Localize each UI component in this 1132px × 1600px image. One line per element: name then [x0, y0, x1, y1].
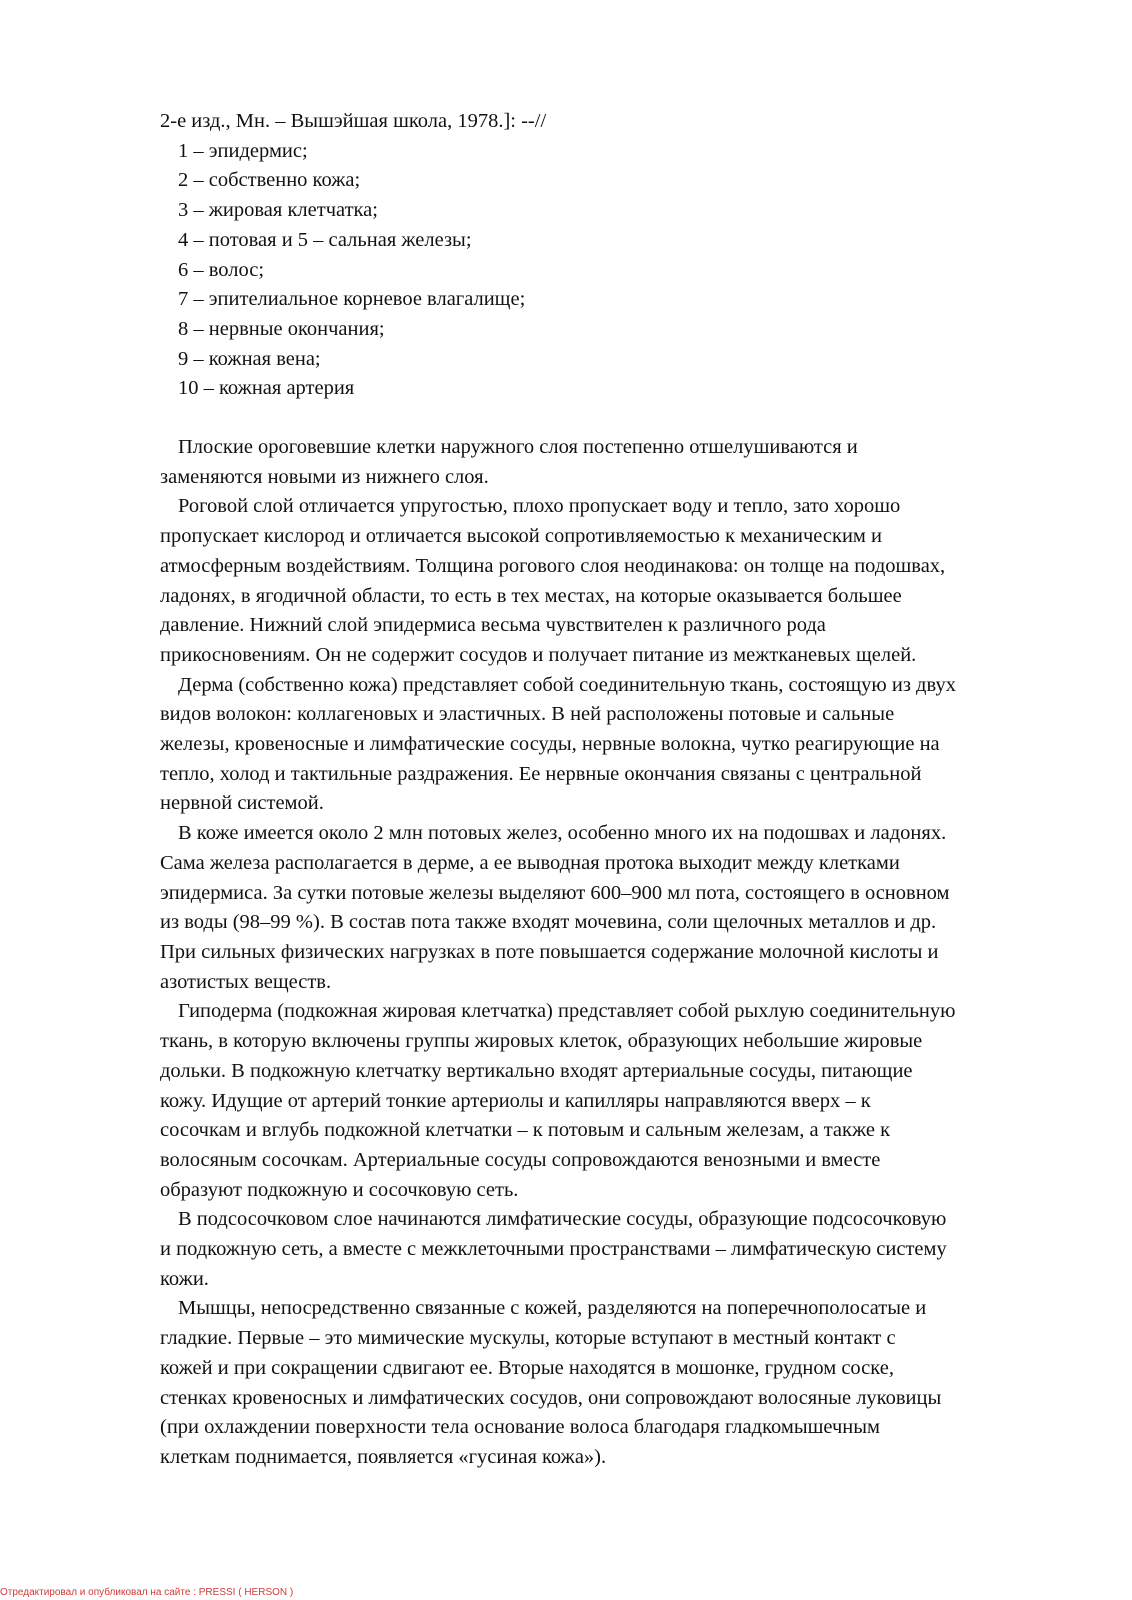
paragraph-line: стенках кровеносных и лимфатических сосудов, они сопровождают волосяные луковицы — [160, 1386, 942, 1409]
legend-item: 10 – кожная артерия — [178, 377, 355, 400]
legend-item: 1 – эпидермис; — [178, 139, 308, 162]
paragraph-line: дольки. В подкожную клетчатку вертикально входят артериальные сосуды, питающие — [160, 1059, 913, 1082]
paragraph-line: кожей и при сокращении сдвигают ее. Вторые находятся в мошонке, грудном соске, — [160, 1356, 894, 1379]
paragraph — [160, 1294, 1060, 1472]
paragraph-line: (при охлаждении поверхности тела основание волоса благодаря гладкомышечным — [160, 1416, 880, 1439]
paragraph-line: пропускает кислород и отличается высокой сопротивляемостью к механическим и — [160, 525, 883, 548]
paragraph-line: клеткам поднимается, появляется «гусиная кожа»). — [160, 1445, 607, 1468]
paragraph — [160, 433, 1060, 492]
paragraph-line: кожу. Идущие от артерий тонкие артериолы и капилляры направляются вверх – к — [160, 1089, 871, 1112]
paragraph-line: атмосферным воздействиям. Толщина рогового слоя неодинакова: он толще на подошвах, — [160, 554, 946, 577]
paragraph-line: Гиподерма (подкожная жировая клетчатка) представляет собой рыхлую соединительную — [178, 1000, 956, 1023]
paragraph-line: ткань, в которую включены группы жировых клеток, образующих небольшие жировые — [160, 1030, 923, 1053]
legend-item: 7 – эпителиальное корневое влагалище; — [178, 288, 526, 311]
legend-item: 4 – потовая и 5 – сальная железы; — [178, 228, 472, 251]
figure-legend — [160, 137, 1060, 404]
paragraph-line: железы, кровеносные и лимфатические сосуды, нервные волокна, чутко реагирующие на — [160, 733, 940, 756]
paragraph-line: сосочкам и вглубь подкожной клетчатки – к потовым и сальным железам, а также к — [160, 1119, 891, 1142]
paragraph-line: тепло, холод и тактильные раздражения. Ее нервные окончания связаны с центральной — [160, 762, 922, 785]
paragraph-line: гладкие. Первые – это мимические мускулы, которые вступают в местный контакт с — [160, 1327, 896, 1350]
paragraph-line: нервной системой. — [160, 792, 324, 815]
paragraph — [160, 819, 1060, 997]
paragraph-line: азотистых веществ. — [160, 970, 332, 993]
legend-item: 9 – кожная вена; — [178, 347, 321, 370]
paragraph-line: В коже имеется около 2 млн потовых желез, особенно много их на подошвах и ладонях. — [178, 822, 947, 845]
paragraph-line: Роговой слой отличается упругостью, плохо пропускает воду и тепло, зато хорошо — [178, 495, 901, 518]
paragraph-line: эпидермиса. За сутки потовые железы выделяют 600–900 мл пота, состоящего в основном — [160, 881, 950, 904]
paragraph-line: прикосновениям. Он не содержит сосудов и получает питание из межтканевых щелей. — [160, 643, 917, 666]
publisher-footer: Отредактировал и опубликовал на сайте : PRESSI ( HERSON ) — [0, 1587, 294, 1598]
paragraph-line: давление. Нижний слой эпидермиса весьма чувствителен к различного рода — [160, 614, 826, 637]
paragraph-line: и подкожную сеть, а вместе с межклеточными пространствами – лимфатическую систему — [160, 1238, 947, 1261]
paragraph-line: Плоские ороговевшие клетки наружного слоя постепенно отшелушиваются и — [178, 436, 858, 459]
paragraph-line: Дерма (собственно кожа) представляет собой соединительную ткань, состоящую из двух — [178, 673, 956, 696]
paragraph-line: волосяным сосочкам. Артериальные сосуды сопровождаются венозными и вместе — [160, 1148, 881, 1171]
paragraph-line: В подсосочковом слое начинаются лимфатические сосуды, образующие подсосочковую — [178, 1208, 947, 1231]
paragraph-line: Сама железа располагается в дерме, а ее выводная протока выходит между клетками — [160, 851, 900, 874]
paragraph-gap — [160, 404, 1060, 433]
paragraph-line: ладонях, в ягодичной области, то есть в тех местах, на которые оказывается большее — [160, 584, 902, 607]
body-text — [160, 433, 1060, 1473]
paragraph-line: из воды (98–99 %). В состав пота также входят мочевина, соли щелочных металлов и др. — [160, 911, 937, 934]
legend-item: 6 – волос; — [178, 258, 265, 281]
paragraph-line: При сильных физических нагрузках в поте повышается содержание молочной кислоты и — [160, 940, 939, 963]
paragraph-line: Мышцы, непосредственно связанные с кожей, разделяются на поперечнополосатые и — [178, 1297, 927, 1320]
paragraph-line: кожи. — [160, 1267, 209, 1290]
paragraph-line: видов волокон: коллагеновых и эластичных. В ней расположены потовые и сальные — [160, 703, 895, 726]
legend-item: 3 – жировая клетчатка; — [178, 199, 378, 222]
paragraph — [160, 1205, 1060, 1294]
document-page — [160, 107, 1060, 1473]
legend-item: 2 – собственно кожа; — [178, 169, 361, 192]
paragraph — [160, 997, 1060, 1205]
legend-item: 8 – нервные окончания; — [178, 317, 385, 340]
paragraph — [160, 671, 1060, 820]
paragraph-line: образуют подкожную и сосочковую сеть. — [160, 1178, 519, 1201]
source-reference: 2-е изд., Мн. – Вышэйшая школа, 1978.]: --// — [160, 110, 547, 132]
paragraph-line: заменяются новыми из нижнего слоя. — [160, 465, 489, 488]
paragraph — [160, 492, 1060, 670]
